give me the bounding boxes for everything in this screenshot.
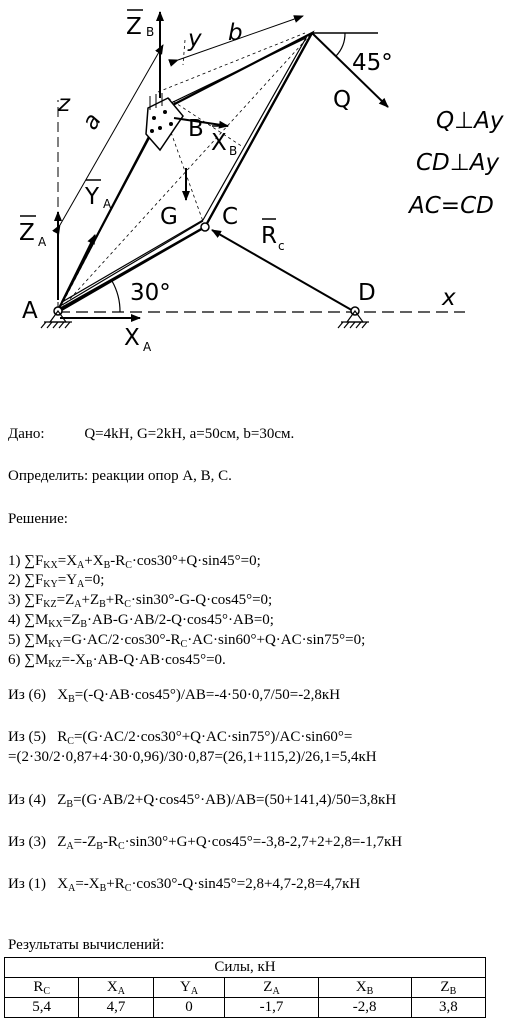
angle-30-arc — [112, 281, 120, 312]
label-za — [19, 216, 47, 249]
svg-text:A: A — [103, 197, 112, 211]
svg-text:B: B — [146, 25, 155, 39]
solution-step: Из (5) $R_C=(G\cdot AC/2\cdot\cos 30^\circ+Q\cdot AC\cdot\sin 75^\circ)/AC\cdot\sin 60^\circ=$ — [8, 729, 353, 747]
mechanics-diagram — [0, 0, 519, 400]
svg-text:A: A — [38, 235, 47, 249]
svg-text:A: A — [143, 340, 152, 354]
label-y: y — [188, 26, 202, 52]
results-header-cell: $X_A$ — [79, 978, 153, 998]
equation: 2) $\sum F_{KY}=Y_A=0$; — [8, 572, 105, 590]
svg-text:c: c — [278, 239, 285, 253]
label-q: Q — [333, 87, 352, 113]
label-d: D — [358, 280, 376, 306]
solution-step: Из (1) $X_A=-X_B+R_C\cdot\cos 30^\circ-Q\cdot\sin 45^\circ=2,8+4,7-2,8=4,7кН$ — [8, 876, 361, 894]
svg-text:Z: Z — [126, 14, 142, 40]
svg-text:R: R — [261, 223, 277, 249]
label-dim-b: b — [228, 20, 243, 46]
force-arrows — [58, 12, 388, 318]
given-line — [8, 426, 294, 443]
results-table — [4, 957, 486, 1018]
given-label: Дано: — [8, 426, 45, 442]
results-header-cell: $Z_A$ — [225, 978, 318, 998]
results-value-cell: -1,7 — [225, 998, 318, 1018]
angle-45-arc — [336, 33, 345, 56]
label-b: B — [188, 116, 204, 142]
results-value-cell: 4,7 — [79, 998, 153, 1018]
condition-3: AC=CD — [409, 193, 494, 219]
solution-step: =(2·30/2·0,87+4·30·0,96)/30·0,87=(26,1+115,2)/26,1=5,4кН — [8, 749, 377, 765]
results-header-cell: $Z_B$ — [411, 978, 485, 998]
find-line: Определить: реакции опор A, B, C. — [8, 468, 232, 484]
label-g: G — [160, 204, 178, 230]
results-title: Результаты вычислений: — [8, 937, 165, 953]
label-c: C — [222, 204, 239, 230]
label-zb — [126, 10, 154, 40]
svg-text:X: X — [211, 130, 227, 156]
results-header-cell: $X_B$ — [318, 978, 411, 998]
condition-1: Q⊥Ay — [436, 108, 504, 134]
results-value-cell: -2,8 — [318, 998, 411, 1018]
label-dim-a: a — [77, 108, 107, 135]
support-d — [338, 311, 369, 328]
svg-text:Z: Z — [19, 220, 35, 246]
results-value-cell: 0 — [153, 998, 225, 1018]
results-header-cell: $R_C$ — [5, 978, 79, 998]
solution-step: Из (6) $X_B=(-Q\cdot AB\cdot\cos 45^\circ)/AB=-4\cdot 50\cdot 0,7/50=-2,8кН$ — [8, 687, 341, 705]
results-value-cell: 5,4 — [5, 998, 79, 1018]
joint-c — [201, 223, 209, 231]
label-rc — [261, 219, 285, 253]
solution-step: Из (3) $Z_A=-Z_B-R_C\cdot\sin 30^\circ+G+Q\cdot\cos 45^\circ=-3,8-2,7+2+2,8=-1,7кН$ — [8, 834, 403, 852]
equation: 4) $\sum M_{KX}=Z_B\cdot AB-G\cdot AB/2-Q\cdot\cos 45^\circ\cdot AB=0$; — [8, 612, 274, 630]
equation: 5) $\sum M_{KY}=G\cdot AC/2\cdot\cos 30^\circ-R_C\cdot AC\cdot\sin 60^\circ+Q\cdot AC\cdot\sin 75^\circ=0$; — [8, 632, 366, 650]
equation: 3) $\sum F_{KZ}=Z_A+Z_B+R_C\cdot\sin 30^\circ-G-Q\cdot\cos 45^\circ=0$; — [8, 592, 273, 610]
label-ya — [84, 180, 112, 211]
label-x: x — [442, 285, 456, 311]
label-xb — [211, 126, 237, 158]
condition-2: CD⊥Ay — [416, 150, 500, 176]
label-z: z — [58, 91, 71, 117]
label-a: A — [22, 298, 38, 324]
label-xa — [124, 325, 152, 354]
results-group-header: Силы, кН — [5, 958, 486, 978]
equation: 6) $\sum M_{KZ}=-X_B\cdot AB-Q\cdot AB\cdot\cos 45^\circ=0$. — [8, 652, 226, 670]
results-value-cell: 3,8 — [411, 998, 485, 1018]
label-angle-30: 30° — [130, 280, 171, 306]
results-header-cell: $Y_A$ — [153, 978, 225, 998]
given-values: Q=4kH, G=2kH, a=50см, b=30см. — [84, 426, 295, 442]
support-a — [41, 311, 72, 328]
svg-text:X: X — [124, 325, 140, 351]
svg-text:B: B — [229, 144, 238, 158]
svg-text:Y: Y — [85, 184, 100, 210]
solution-title: Решение: — [8, 511, 68, 527]
label-angle-45: 45° — [352, 50, 393, 76]
equation: 1) $\sum F_{KX}=X_A+X_B-R_C\cdot\cos 30^\circ+Q\cdot\sin 45^\circ=0$; — [8, 553, 261, 571]
solution-step: Из (4) $Z_B=(G\cdot AB/2+Q\cdot\cos 45^\circ\cdot AB)/AB=(50+141,4)/50=3,8кН$ — [8, 792, 397, 810]
